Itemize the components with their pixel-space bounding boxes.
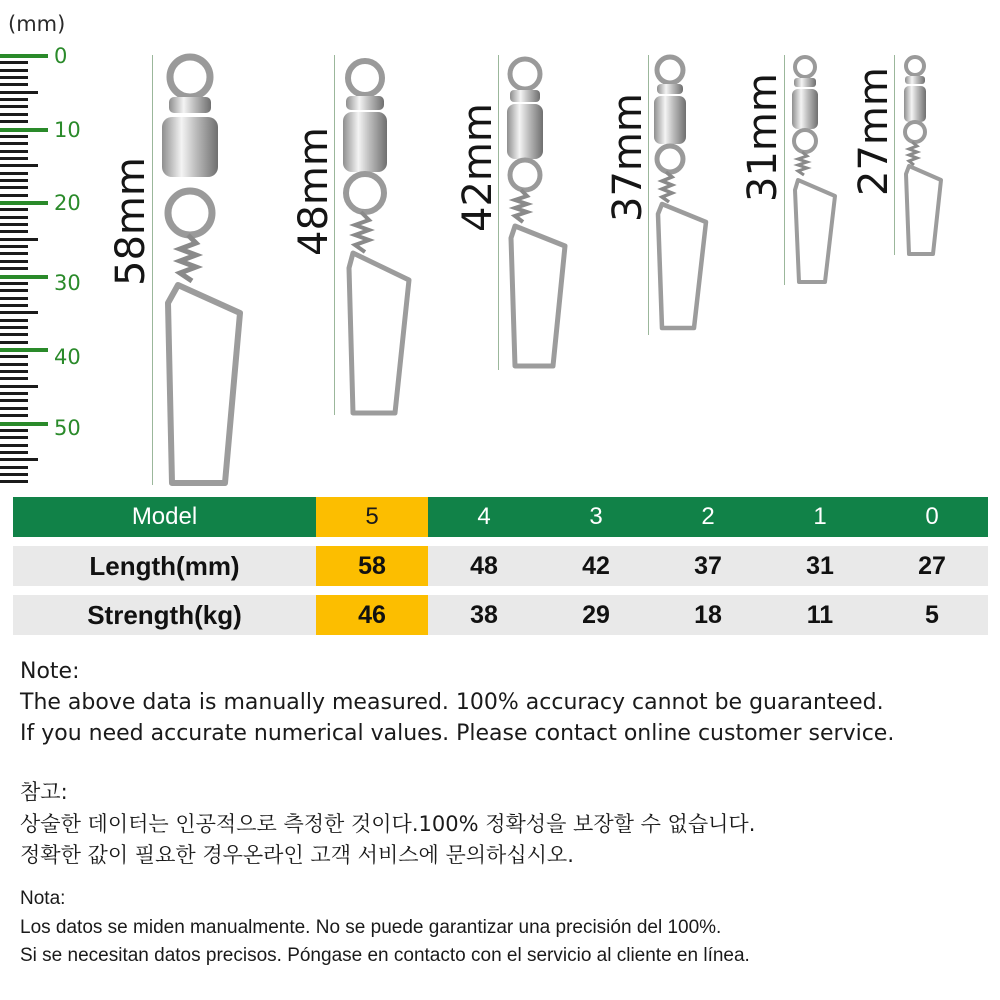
strength-model-2: 18 xyxy=(694,601,722,629)
header-model-3: 3 xyxy=(589,503,603,530)
note-es-line-2: Si se necesitan datos precisos. Póngase en contacto con el servicio al cliente en línea. xyxy=(20,945,750,966)
length-model-1: 31 xyxy=(806,552,834,580)
ruler-label-10: 10 xyxy=(54,118,81,142)
strength-model-5: 46 xyxy=(316,595,428,635)
note-ko-line-2: 정확한 값이 필요한 경우온라인 고객 서비스에 문의하십시오. xyxy=(20,843,574,867)
note-es-line-1: Los datos se miden manualmente. No se puede garantizar una precisión del 100%. xyxy=(20,917,722,938)
length-model-2: 37 xyxy=(694,552,722,580)
header-model-0: 0 xyxy=(925,503,939,530)
ruler-label-30: 30 xyxy=(54,271,81,295)
header-model-2: 2 xyxy=(701,503,715,530)
ruler-label-50: 50 xyxy=(54,416,81,440)
table-row-strength xyxy=(13,595,988,635)
size-label-42: 42mm xyxy=(455,103,501,232)
swivel-snap-48 xyxy=(343,61,409,413)
note-en-line-1: The above data is manually measured. 100% accuracy cannot be guaranteed. xyxy=(20,690,884,715)
size-label-48: 48mm xyxy=(291,127,337,256)
header-model-4: 4 xyxy=(477,503,491,530)
size-label-27: 27mm xyxy=(851,67,897,196)
note-en-title: Note: xyxy=(20,659,80,684)
size-label-58: 58mm xyxy=(108,157,154,286)
length-model-5: 58 xyxy=(316,546,428,586)
header-model-1: 1 xyxy=(813,503,827,530)
swivel-snap-27 xyxy=(904,57,941,254)
length-model-3: 42 xyxy=(582,552,610,580)
swivel-snap-58 xyxy=(162,57,240,483)
note-es-title: Nota: xyxy=(20,888,66,909)
swivel-snap-42 xyxy=(507,59,565,366)
strength-model-3: 29 xyxy=(582,601,610,629)
strength-model-0: 5 xyxy=(925,601,939,629)
note-ko-line-1: 상술한 데이터는 인공적으로 측정한 것이다.100% 정확성을 보장할 수 없습니다. xyxy=(20,812,756,836)
table-header-row xyxy=(13,497,988,537)
row-label-length: Length(mm) xyxy=(89,551,240,581)
header-model-5: 5 xyxy=(316,497,428,537)
size-label-31: 31mm xyxy=(740,73,786,202)
ruler-label-40: 40 xyxy=(54,345,81,369)
note-ko-title: 참고: xyxy=(20,780,68,804)
ruler-unit-label: (mm) xyxy=(8,12,66,36)
table-row-length xyxy=(13,546,988,586)
swivel-snap-31 xyxy=(792,57,835,282)
strength-model-1: 11 xyxy=(806,601,834,629)
note-en-line-2: If you need accurate numerical values. Please contact online customer service. xyxy=(20,721,895,746)
ruler-label-20: 20 xyxy=(54,191,81,215)
strength-model-4: 38 xyxy=(470,601,498,629)
swivel-snap-37 xyxy=(654,57,706,328)
ruler-label-0: 0 xyxy=(54,44,68,68)
size-label-37: 37mm xyxy=(605,93,651,222)
header-model: Model xyxy=(131,503,198,530)
length-model-4: 48 xyxy=(470,552,498,580)
row-label-strength: Strength(kg) xyxy=(87,600,242,630)
length-model-0: 27 xyxy=(918,552,946,580)
